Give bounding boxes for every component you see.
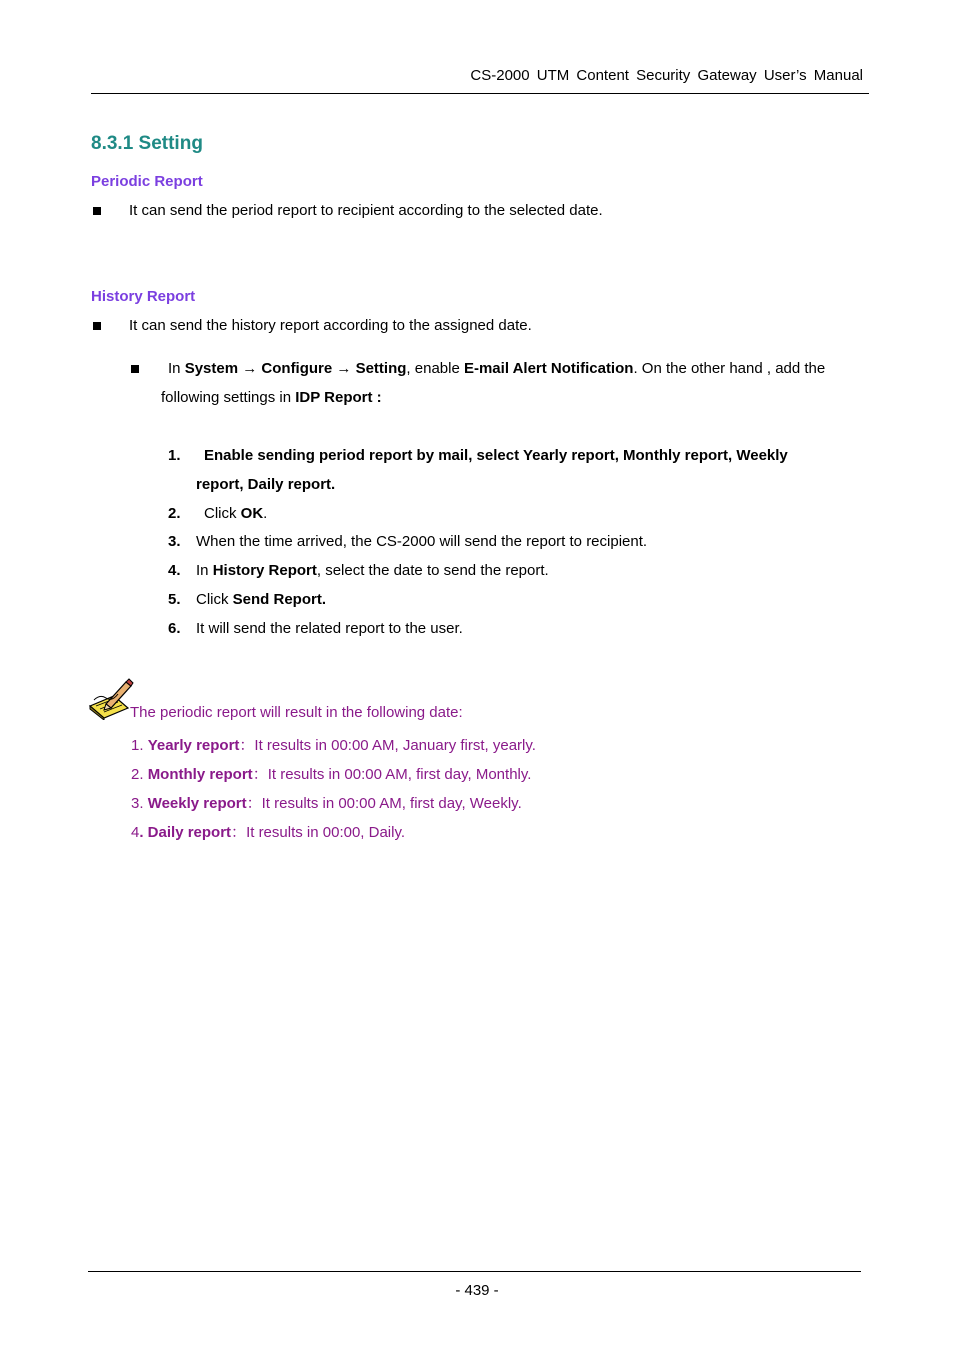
step-text-part: . bbox=[263, 505, 268, 522]
bullet-square-icon bbox=[131, 365, 139, 373]
step-text: It will send the related report to the user. bbox=[196, 620, 463, 637]
step-number: 6. bbox=[168, 620, 181, 637]
note-item-number: 4 bbox=[131, 824, 140, 841]
note-item bbox=[131, 821, 405, 842]
email-alert-notification: E-mail Alert Notification bbox=[463, 360, 634, 377]
history-report-heading: History Report bbox=[91, 288, 196, 305]
note-item bbox=[131, 763, 531, 784]
footer-rule bbox=[88, 1271, 861, 1272]
step-text-part: Click bbox=[204, 505, 241, 522]
step-text: report, Daily report. bbox=[196, 476, 336, 493]
step-text bbox=[196, 562, 549, 579]
note-item bbox=[131, 734, 536, 755]
note-item-text: It results in 00:00, Daily. bbox=[246, 824, 406, 841]
note-item-separator: ： bbox=[231, 824, 247, 841]
menu-configure: Configure bbox=[261, 360, 333, 377]
step-text bbox=[196, 591, 326, 608]
step-number: 5. bbox=[168, 591, 181, 608]
step-number: 1. bbox=[168, 447, 181, 464]
instruction-text: following settings in bbox=[161, 389, 296, 406]
menu-system: System bbox=[184, 360, 239, 377]
periodic-report-bullet: It can send the period report to recipient according to the selected date. bbox=[129, 202, 603, 219]
history-report-label: History Report bbox=[212, 562, 317, 579]
note-item-number: 3. bbox=[131, 795, 148, 812]
arrow-right-icon: → bbox=[332, 360, 356, 377]
step-number: 4. bbox=[168, 562, 181, 579]
instruction-line-2 bbox=[161, 389, 382, 406]
running-header: CS-2000 UTM Content Security Gateway User’s Manual bbox=[470, 67, 863, 84]
idp-report-label: IDP Report : bbox=[295, 389, 382, 406]
send-report-label: Send Report. bbox=[232, 591, 327, 608]
instruction-text: , enable bbox=[406, 360, 464, 377]
note-item-label: Weekly report bbox=[147, 795, 247, 812]
step-number: 2. bbox=[168, 505, 181, 522]
note-item-label: Yearly report bbox=[147, 737, 240, 754]
note-item-text: It results in 00:00 AM, first day, Monthly. bbox=[267, 766, 532, 783]
ok-label: OK bbox=[240, 505, 264, 522]
note-item-separator: ： bbox=[239, 737, 255, 754]
step-number: 3. bbox=[168, 533, 181, 550]
step-text-part: Click bbox=[196, 591, 233, 608]
step-text: Enable sending period report by mail, select Yearly report, Monthly report, Weekly bbox=[204, 447, 788, 464]
menu-setting: Setting bbox=[355, 360, 407, 377]
bullet-square-icon bbox=[93, 207, 101, 215]
step-text bbox=[204, 505, 267, 522]
step-text-part: In bbox=[196, 562, 213, 579]
note-item-number: 1. bbox=[131, 737, 148, 754]
instruction-text: In bbox=[168, 360, 185, 377]
note-item-text: It results in 00:00 AM, January first, yearly. bbox=[254, 737, 536, 754]
note-item-label: . Daily report bbox=[139, 824, 232, 841]
instruction-line-1 bbox=[168, 360, 825, 377]
section-title: 8.3.1 Setting bbox=[91, 133, 203, 154]
periodic-report-heading: Periodic Report bbox=[91, 173, 203, 190]
history-report-bullet: It can send the history report according to the assigned date. bbox=[129, 317, 532, 334]
page-number: - 439 - bbox=[455, 1282, 499, 1299]
pencil-note-icon bbox=[88, 678, 134, 720]
note-item-number: 2. bbox=[131, 766, 148, 783]
bullet-square-icon bbox=[93, 322, 101, 330]
note-item-separator: ： bbox=[252, 766, 268, 783]
header-rule bbox=[91, 93, 869, 94]
note-item-text: It results in 00:00 AM, first day, Weekly. bbox=[261, 795, 522, 812]
note-item bbox=[131, 792, 522, 813]
step-text-part: , select the date to send the report. bbox=[316, 562, 549, 579]
note-item-label: Monthly report bbox=[147, 766, 253, 783]
note-item-separator: ： bbox=[246, 795, 262, 812]
instruction-text: . On the other hand , add the bbox=[633, 360, 826, 377]
arrow-right-icon: → bbox=[238, 360, 262, 377]
note-intro: The periodic report will result in the following date: bbox=[130, 704, 463, 721]
step-text: When the time arrived, the CS-2000 will send the report to recipient. bbox=[196, 533, 648, 550]
